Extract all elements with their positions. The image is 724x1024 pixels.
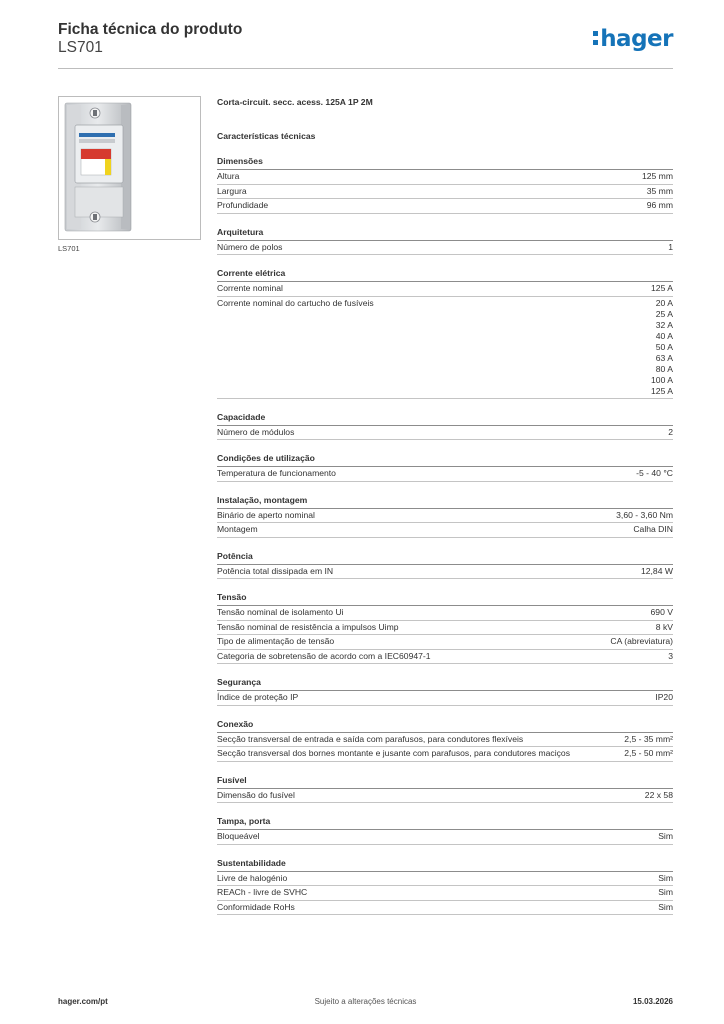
spec-row [217,901,673,916]
product-code: LS701 [58,39,103,56]
spec-value-item: 96 mm [646,200,673,210]
section-title: Capacidade [217,412,673,426]
spec-value [658,887,673,899]
spec-value-item: 80 A [655,363,673,374]
spec-value [668,427,673,439]
spec-section [217,858,673,916]
technical-characteristics-heading: Características técnicas [217,131,316,141]
spec-value-item: 12,84 W [640,565,673,576]
spec-value-item: Calha DIN [633,524,673,534]
spec-section [217,775,673,804]
logo-text: hager [600,26,673,52]
spec-value-item: Sim [658,872,673,883]
spec-label: Número de polos [217,241,283,252]
section-title: Condições de utilização [217,453,673,467]
product-image-caption: LS701 [58,244,80,253]
spec-value [651,298,673,397]
page-title: Ficha técnica do produto [58,21,243,38]
section-title: Arquitetura [217,227,673,241]
spec-value-item: Sim [658,901,673,912]
spec-row [217,426,673,441]
spec-value [656,622,673,634]
spec-label: Montagem [217,524,258,534]
spec-label: Altura [217,171,240,181]
section-title: Tensão [217,592,673,606]
spec-label: Tensão nominal de resistência a impulsos Uimp [217,621,399,632]
spec-section [217,551,673,580]
spec-value [636,468,673,480]
spec-value-item: 690 V [650,607,673,617]
spec-label: Secção transversal de entrada e saída com parafusos, para condutores flexíveis [217,733,524,744]
spec-row [217,565,673,580]
page-header [58,21,673,69]
spec-value [647,186,673,198]
spec-value [655,692,673,704]
spec-row [217,467,673,482]
spec-section [217,156,673,214]
spec-row [217,747,673,762]
footer-notice: Sujeito a alterações técnicas [314,997,417,1006]
spec-label: Corrente nominal [217,283,283,293]
spec-label: Bloqueável [217,831,260,841]
footer-website: hager.com/pt [58,997,108,1006]
spec-section [217,816,673,845]
spec-value [641,566,673,578]
spec-value-item: 3 [668,650,673,661]
spec-value-item: 2,5 - 50 mm² [624,748,673,758]
section-title: Dimensões [217,156,673,170]
spec-row [217,282,673,297]
footer-date: 15.03.2026 [632,997,673,1006]
section-title: Tampa, porta [217,816,673,830]
spec-value [658,902,673,914]
spec-label: Secção transversal dos bornes montante e jusante com parafusos, para condutores maciços [217,748,571,758]
spec-value [610,636,673,648]
spec-value [616,510,673,522]
spec-row [217,606,673,621]
spec-row [217,241,673,256]
spec-value-item: IP20 [655,692,673,702]
spec-row [217,635,673,650]
section-title: Sustentabilidade [217,858,673,872]
spec-value-item: 20 A [655,297,673,308]
spec-row [217,789,673,804]
spec-label: Livre de halogénio [217,872,288,883]
spec-value-item: 25 A [655,308,673,319]
spec-row [217,886,673,901]
spec-label: Número de módulos [217,426,295,437]
spec-value-item: 22 x 58 [644,789,673,800]
spec-row [217,872,673,887]
spec-value [651,283,673,295]
spec-value [642,171,673,183]
spec-value [633,524,673,536]
spec-value [668,242,673,254]
spec-value-item: 35 mm [646,185,673,196]
spec-value-item: 2 [668,426,673,437]
spec-section [217,453,673,482]
spec-value [645,790,673,802]
spec-label: Tipo de alimentação de tensão [217,636,335,646]
spec-row [217,733,673,748]
spec-value-item: Sim [658,831,673,841]
section-title: Fusível [217,775,673,789]
spec-row [217,523,673,538]
spec-value-item: 32 A [655,319,673,330]
spec-section [217,495,673,538]
spec-value-item: CA (abreviatura) [610,636,673,646]
spec-value-item: 50 A [655,341,673,352]
hager-logo [593,26,673,52]
spec-section [217,719,673,762]
spec-row [217,830,673,845]
spec-section [217,592,673,664]
spec-label: Potência total dissipada em IN [217,565,334,576]
spec-row [217,199,673,214]
spec-label: Largura [217,185,247,196]
logo-dots-icon [593,29,599,47]
spec-value [624,734,673,746]
spec-value-item: 125 A [651,283,673,293]
section-title: Potência [217,551,673,565]
spec-row [217,185,673,200]
spec-section [217,268,673,399]
spec-value [658,831,673,843]
spec-section [217,227,673,256]
spec-value [647,200,673,212]
spec-value-item: 2,5 - 35 mm² [624,733,673,744]
spec-value-item: Sim [658,887,673,897]
spec-label: Corrente nominal do cartucho de fusíveis [217,297,374,308]
spec-label: Tensão nominal de isolamento Ui [217,607,344,617]
spec-row [217,170,673,185]
spec-row [217,650,673,665]
spec-section [217,412,673,441]
spec-label: Categoria de sobretensão de acordo com a IEC60947-1 [217,650,431,661]
spec-value-item: 63 A [655,352,673,363]
spec-value-item: -5 - 40 °C [636,468,673,478]
spec-row [217,691,673,706]
spec-row [217,621,673,636]
spec-value-item: 1 [668,241,673,252]
spec-value-item: 8 kV [655,621,673,632]
section-title: Segurança [217,677,673,691]
product-image [58,96,201,240]
spec-label: Conformidade RoHs [217,901,295,912]
spec-value-item: 125 A [651,385,673,396]
spec-value-item: 125 mm [641,171,673,181]
spec-label: Binário de aperto nominal [217,509,315,520]
spec-value-item: 40 A [655,330,673,341]
spec-row [217,509,673,524]
spec-label: Profundidade [217,200,269,210]
spec-value-item: 100 A [651,374,673,385]
spec-value [668,651,673,663]
technical-sheet [217,96,673,915]
section-title: Instalação, montagem [217,495,673,509]
spec-label: Dimensão do fusível [217,789,295,800]
spec-section [217,677,673,706]
spec-value [651,607,673,619]
section-title: Corrente elétrica [217,268,673,282]
spec-value [624,748,673,760]
spec-label: REACh - livre de SVHC [217,887,308,897]
spec-label: Índice de proteção IP [217,692,299,702]
spec-row [217,297,673,399]
section-title: Conexão [217,719,673,733]
product-name: Corta-circuit. secc. acess. 125A 1P 2M [217,97,373,107]
fuse-holder-icon [59,97,200,239]
spec-value-item: 3,60 - 3,60 Nm [616,509,673,520]
spec-label: Temperatura de funcionamento [217,468,336,478]
spec-value [658,873,673,885]
spec-sections [217,156,673,915]
